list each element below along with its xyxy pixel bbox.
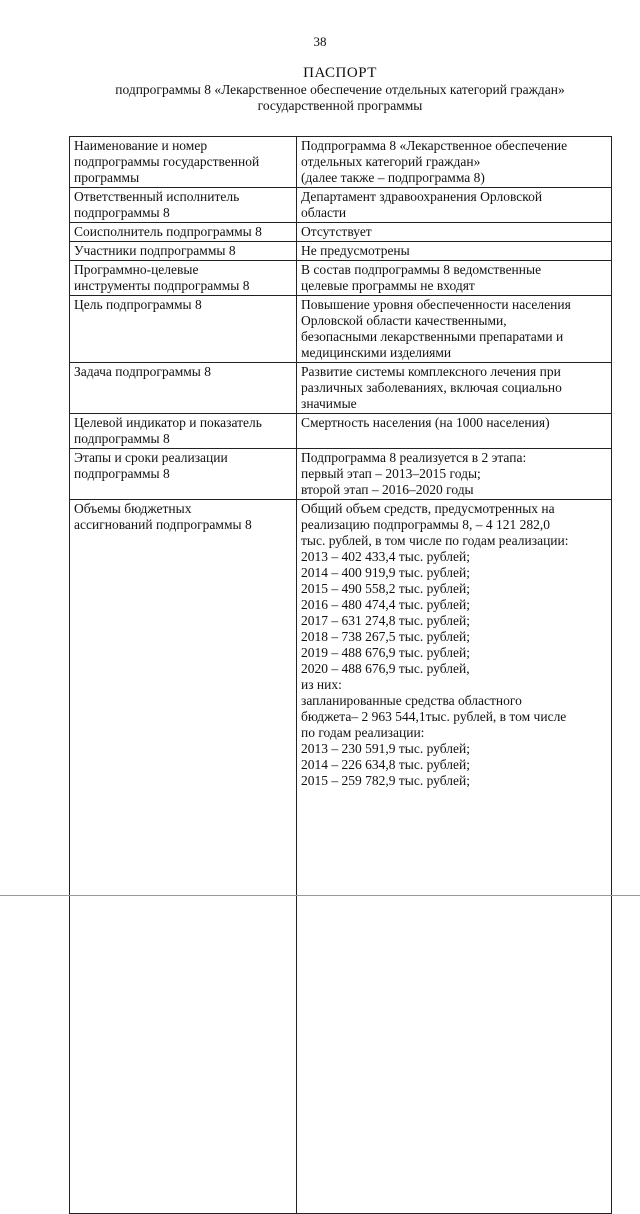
row-label — [70, 414, 297, 449]
row-label — [70, 242, 297, 261]
row-value-line: Отсутствует — [301, 224, 372, 239]
row-label-line: Программно-целевые — [74, 262, 199, 277]
row-label — [70, 296, 297, 363]
table-row — [70, 223, 612, 242]
row-value-line: медицинскими изделиями — [301, 345, 452, 360]
row-label-line: подпрограммы государственной — [74, 154, 260, 169]
table-row — [70, 188, 612, 223]
row-value-line: (далее также – подпрограмма 8) — [301, 170, 485, 185]
row-value-line: Подпрограмма 8 реализуется в 2 этапа: — [301, 450, 527, 465]
table-row — [70, 242, 612, 261]
budget-label-line: Объемы бюджетных — [74, 501, 192, 516]
row-label-line: Задача подпрограммы 8 — [74, 364, 211, 379]
budget-value-line: 2018 – 738 267,5 тыс. рублей; — [301, 629, 470, 644]
row-label-line: инструменты подпрограммы 8 — [74, 278, 250, 293]
row-value-line: В состав подпрограммы 8 ведомственные — [301, 262, 542, 277]
budget-value-line: Общий объем средств, предусмотренных на — [301, 501, 555, 516]
row-value — [297, 363, 612, 414]
budget-value-line: тыс. рублей, в том числе по годам реализации: — [301, 533, 569, 548]
row-value-line: отдельных категорий граждан» — [301, 154, 481, 169]
budget-value-line: 2013 – 402 433,4 тыс. рублей; — [301, 549, 470, 564]
row-value-line: значимые — [301, 396, 357, 411]
budget-value-line: 2014 – 226 634,8 тыс. рублей; — [301, 757, 470, 772]
budget-value-line: запланированные средства областного — [301, 693, 522, 708]
row-value — [297, 414, 612, 449]
row-value — [297, 223, 612, 242]
document-title: ПАСПОРТ — [303, 65, 377, 81]
row-value-line: области — [301, 205, 347, 220]
table-row — [70, 363, 612, 414]
budget-value-line: 2019 – 488 676,9 тыс. рублей; — [301, 645, 470, 660]
subtitle-line: государственной программы — [257, 98, 423, 113]
budget-label-line: ассигнований подпрограммы 8 — [74, 517, 252, 532]
row-value-line: первый этап – 2013–2015 годы; — [301, 466, 481, 481]
budget-value-line: из них: — [301, 677, 342, 692]
page-bottom-rule — [0, 895, 640, 896]
budget-value-line: 2015 – 259 782,9 тыс. рублей; — [301, 773, 470, 788]
row-label-line: Соисполнитель подпрограммы 8 — [74, 224, 262, 239]
row-value — [297, 261, 612, 296]
row-value-line: различных заболеваниях, включая социально — [301, 380, 562, 395]
row-label — [70, 223, 297, 242]
row-label-line: Участники подпрограммы 8 — [74, 243, 236, 258]
table-row — [70, 137, 612, 188]
row-value-line: целевые программы не входят — [301, 278, 475, 293]
subtitle-line: подпрограммы 8 «Лекарственное обеспечение отдельных категорий граждан» — [115, 82, 565, 97]
row-value-line: Смертность населения (на 1000 населения) — [301, 415, 550, 430]
budget-value-line: 2016 – 480 474,4 тыс. рублей; — [301, 597, 470, 612]
row-value-line: Повышение уровня обеспеченности населения — [301, 297, 571, 312]
row-value-line: безопасными лекарственными препаратами и — [301, 329, 564, 344]
row-label-line: программы — [74, 170, 140, 185]
passport-header — [40, 64, 640, 114]
row-value-line: Не предусмотрены — [301, 243, 410, 258]
budget-value-line: 2015 – 490 558,2 тыс. рублей; — [301, 581, 470, 596]
budget-label — [70, 500, 297, 1214]
passport-table — [69, 136, 612, 1214]
table-row-budget — [70, 500, 612, 1214]
row-value-line: Департамент здравоохранения Орловской — [301, 189, 543, 204]
row-value — [297, 296, 612, 363]
budget-value-line: 2014 – 400 919,9 тыс. рублей; — [301, 565, 470, 580]
table-row — [70, 449, 612, 500]
budget-value-line: 2013 – 230 591,9 тыс. рублей; — [301, 741, 470, 756]
row-label — [70, 188, 297, 223]
row-value-line: Орловской области качественными, — [301, 313, 507, 328]
row-value-line: второй этап – 2016–2020 годы — [301, 482, 474, 497]
row-value — [297, 188, 612, 223]
budget-value-line: реализацию подпрограммы 8, – 4 121 282,0 — [301, 517, 550, 532]
row-label — [70, 363, 297, 414]
row-label — [70, 449, 297, 500]
row-label — [70, 137, 297, 188]
table-row — [70, 414, 612, 449]
page-number: 38 — [313, 34, 327, 49]
document-subtitle — [40, 82, 640, 114]
row-label-line: Этапы и сроки реализации — [74, 450, 228, 465]
row-value — [297, 137, 612, 188]
row-label — [70, 261, 297, 296]
budget-value-line: 2020 – 488 676,9 тыс. рублей, — [301, 661, 470, 676]
row-label-line: Наименование и номер — [74, 138, 208, 153]
row-label-line: Целевой индикатор и показатель — [74, 415, 262, 430]
row-value — [297, 242, 612, 261]
budget-value-line: по годам реализации: — [301, 725, 425, 740]
row-label-line: Ответственный исполнитель — [74, 189, 240, 204]
row-value-line: Развитие системы комплексного лечения при — [301, 364, 561, 379]
budget-value — [297, 500, 612, 1214]
row-value-line: Подпрограмма 8 «Лекарственное обеспечение — [301, 138, 568, 153]
row-label-line: подпрограммы 8 — [74, 466, 170, 481]
budget-value-line: 2017 – 631 274,8 тыс. рублей; — [301, 613, 470, 628]
row-label-line: Цель подпрограммы 8 — [74, 297, 202, 312]
table-row — [70, 296, 612, 363]
row-value — [297, 449, 612, 500]
row-label-line: подпрограммы 8 — [74, 205, 170, 220]
table-row — [70, 261, 612, 296]
budget-value-line: бюджета– 2 963 544,1тыс. рублей, в том числе — [301, 709, 567, 724]
row-label-line: подпрограммы 8 — [74, 431, 170, 446]
